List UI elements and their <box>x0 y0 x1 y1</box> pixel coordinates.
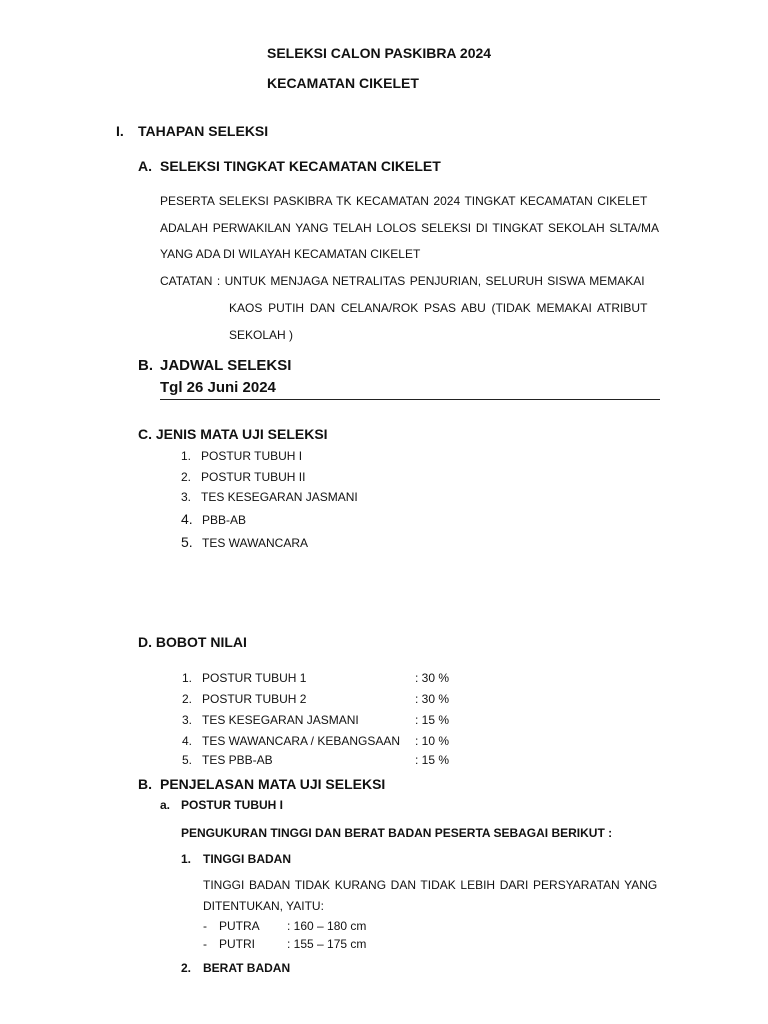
section-a-para-line2: ADALAH PERWAKILAN YANG TELAH LOLOS SELEKSI DI TINGKAT SEKOLAH SLTA/MA <box>160 221 659 235</box>
section-a-note-line3: SEKOLAH ) <box>229 328 294 342</box>
section-a-para-line3: YANG ADA DI WILAYAH KECAMATAN CIKELET <box>160 247 421 261</box>
item1-para-line2: DITENTUKAN, YAITU: <box>203 899 324 913</box>
dash: - <box>203 937 207 951</box>
height-row-putra <box>203 919 366 933</box>
sub-a-marker: a. <box>160 798 171 812</box>
row-value: : 15 % <box>415 713 450 727</box>
height-label: PUTRA <box>219 919 260 933</box>
item1-title: TINGGI BADAN <box>203 852 291 866</box>
row-number: 5. <box>182 753 193 767</box>
height-value: : 155 – 175 cm <box>287 937 367 951</box>
row-label: TES WAWANCARA / KEBANGSAAN <box>202 734 401 748</box>
row-label: TES KESEGARAN JASMANI <box>202 713 359 727</box>
jadwal-date: Tgl 26 Juni 2024 <box>160 379 276 396</box>
doc-title-line1: SELEKSI CALON PASKIBRA 2024 <box>267 45 492 61</box>
height-label: PUTRI <box>219 937 255 951</box>
list-item <box>181 490 358 504</box>
list-number: 3. <box>181 490 192 504</box>
item1-para-line1: TINGGI BADAN TIDAK KURANG DAN TIDAK LEBIH DARI PERSYARATAN YANG <box>203 878 658 892</box>
list-item <box>181 534 308 550</box>
table-row <box>182 734 400 748</box>
section-b-title: JADWAL SELEKSI <box>160 357 292 374</box>
item1-marker: 1. <box>181 852 192 866</box>
section-d-title: D. BOBOT NILAI <box>138 634 247 650</box>
row-value: : 30 % <box>415 671 450 685</box>
section-a-marker: A. <box>138 158 152 174</box>
row-number: 3. <box>182 713 193 727</box>
row-label: POSTUR TUBUH 1 <box>202 671 307 685</box>
section-a-para-line1: PESERTA SELEKSI PASKIBRA TK KECAMATAN 2024 TINGKAT KECAMATAN CIKELET <box>160 194 648 208</box>
section-a-note-line1: CATATAN : UNTUK MENJAGA NETRALITAS PENJURIAN, SELURUH SISWA MEMAKAI <box>160 274 645 288</box>
row-number: 2. <box>182 692 193 706</box>
dash: - <box>203 919 207 933</box>
list-label: PBB-AB <box>202 513 247 527</box>
list-number: 1. <box>181 449 192 463</box>
section-b2-marker: B. <box>138 776 152 792</box>
list-number: 4. <box>181 511 193 527</box>
section-b-marker: B. <box>138 357 153 374</box>
sub-a-title: POSTUR TUBUH I <box>181 798 283 812</box>
row-label: TES PBB-AB <box>202 753 273 767</box>
list-label: TES KESEGARAN JASMANI <box>201 490 358 504</box>
row-value: : 15 % <box>415 753 450 767</box>
list-label: POSTUR TUBUH I <box>201 449 303 463</box>
table-row <box>182 671 306 685</box>
row-number: 1. <box>182 671 193 685</box>
row-value: : 10 % <box>415 734 450 748</box>
list-item <box>181 470 305 484</box>
list-number: 5. <box>181 534 193 550</box>
list-item <box>181 449 302 463</box>
measurement-heading: PENGUKURAN TINGGI DAN BERAT BADAN PESERTA SEBAGAI BERIKUT : <box>181 826 613 840</box>
list-label: POSTUR TUBUH II <box>201 470 306 484</box>
row-number: 4. <box>182 734 193 748</box>
list-label: TES WAWANCARA <box>202 536 309 550</box>
item2-title: BERAT BADAN <box>203 961 291 975</box>
section-b2-title: PENJELASAN MATA UJI SELEKSI <box>160 776 386 792</box>
divider-line <box>160 399 660 400</box>
table-row <box>182 753 273 767</box>
table-row <box>182 713 359 727</box>
section-a-title: SELEKSI TINGKAT KECAMATAN CIKELET <box>160 158 441 174</box>
height-row-putri <box>203 937 366 951</box>
doc-title-line2: KECAMATAN CIKELET <box>267 75 419 91</box>
section-c-title: C. JENIS MATA UJI SELEKSI <box>138 426 328 442</box>
section-i-marker: I. <box>116 123 124 139</box>
item2-marker: 2. <box>181 961 192 975</box>
row-label: POSTUR TUBUH 2 <box>202 692 307 706</box>
section-a-note-line2: KAOS PUTIH DAN CELANA/ROK PSAS ABU (TIDAK MEMAKAI ATRIBUT <box>229 301 648 315</box>
list-item <box>181 511 246 527</box>
table-row <box>182 692 306 706</box>
list-number: 2. <box>181 470 192 484</box>
row-value: : 30 % <box>415 692 450 706</box>
height-value: : 160 – 180 cm <box>287 919 367 933</box>
section-i-title: TAHAPAN SELEKSI <box>138 123 269 139</box>
